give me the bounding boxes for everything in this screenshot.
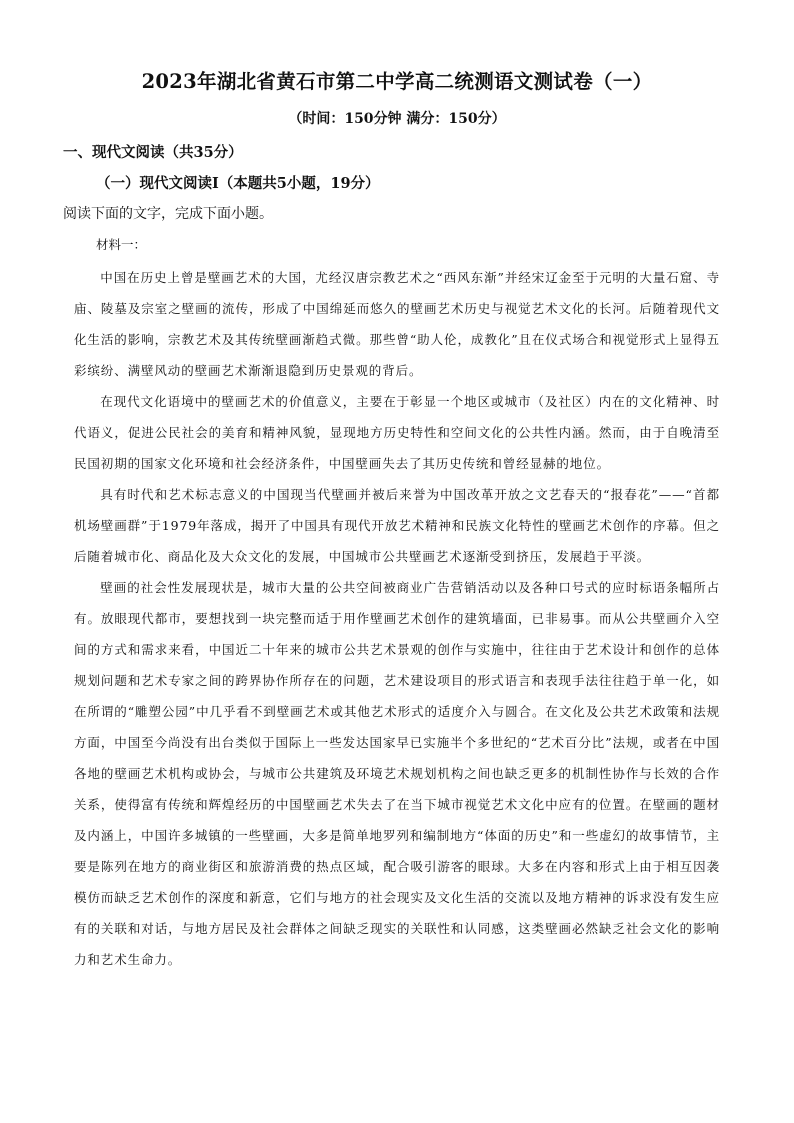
material-label: 材料一： — [96, 237, 147, 252]
subsection-heading: （一）现代文阅读Ⅰ（本题共5小题，19分） — [96, 175, 380, 192]
exam-title: 2023年湖北省黄石市第二中学高二统测语文测试卷（一） — [141, 70, 653, 93]
section-heading: 一、现代文阅读（共35分） — [63, 144, 243, 161]
paragraph: 具有时代和艺术标志意义的中国现当代壁画并被后来誉为中国改革开放之文艺春天的“报春花”——“首都机场壁画群”于1979年落成，揭开了中国具有现代开放艺术精神和民族文化特性的壁画艺术创作的序幕。但之后随着城市化、商品化及大众文化的发展，中国城市公共壁画艺术逐渐受到挤压，发展趋于平淡。 — [74, 487, 720, 564]
paragraph: 在现代文化语境中的壁画艺术的价值意义，主要在于彰显一个地区或城市（及社区）内在的文化精神、时代语义，促进公民社会的美育和精神风貌，显现地方历史特性和空间文化的公共性内涵。然而，由于自晚清至民国初期的国家文化环境和社会经济条件，中国壁画失去了其历史传统和曾经显赫的地位。 — [74, 394, 720, 471]
reading-instruction: 阅读下面的文字，完成下面小题。 — [63, 206, 273, 222]
paragraph: 壁画的社会性发展现状是，城市大量的公共空间被商业广告营销活动以及各种口号式的应时标语条幅所占有。放眼现代都市，要想找到一块完整而适于用作壁画艺术创作的建筑墙面，已非易事。而从公共壁画介入空间的方式和需求来看，中国近二十年来的城市公共艺术景观的创作与实施中，往往由于艺术设计和创作的总体规划问题和艺术专家之间的跨界协作所存在的问题，艺术建设项目的形式语言和表现手法往往趋于单一化，如在所谓的“雕塑公园”中几乎看不到壁画艺术或其他艺术形式的适度介入与圆合。在文化及公共艺术政策和法规方面，中国至今尚没有出台类似于国际上一些发达国家早已实施半个多世纪的“艺术百分比”法规，或者在中国各地的壁画艺术机构或协会，与城市公共建筑及环境艺术规划机构之间也缺乏更多的机制性协作与长效的合作关系，使得富有传统和辉煌经历的中国壁画艺术失去了在当下城市视觉艺术文化中应有的位置。在壁画的题材及内涵上，中国许多城镇的一些壁画，大多是简单地罗列和编制地方“体面的历史”和一些虚幻的故事情节，主要是陈列在地方的商业街区和旅游消费的热点区域，配合吸引游客的眼球。大多在内容和形式上由于相互因袭模仿而缺乏艺术创作的深度和新意，它们与地方的社会现实及文化生活的交流以及地方精神的诉求没有发生应有的关联和对话，与地方居民及社会群体之间缺乏现实的关联性和认同感，这类壁画必然缺乏社会文化的影响力和艺术生命力。 — [74, 580, 720, 967]
paragraph: 中国在历史上曾是壁画艺术的大国，尤经汉唐宗教艺术之“西风东渐”并经宋辽金至于元明的大量石窟、寺庙、陵墓及宗室之壁画的流传，形成了中国绵延而悠久的壁画艺术历史与视觉艺术文化的长河。后随着现代文化生活的影响，宗教艺术及其传统壁画渐趋式微。那些曾“助人伦，成教化”且在仪式场合和视觉形式上显得五彩缤纷、满壁风动的壁画艺术渐渐退隐到历史景观的背后。 — [74, 270, 720, 378]
exam-time-score: （时间：150分钟 满分：150分） — [288, 111, 506, 127]
material-body — [74, 262, 720, 975]
